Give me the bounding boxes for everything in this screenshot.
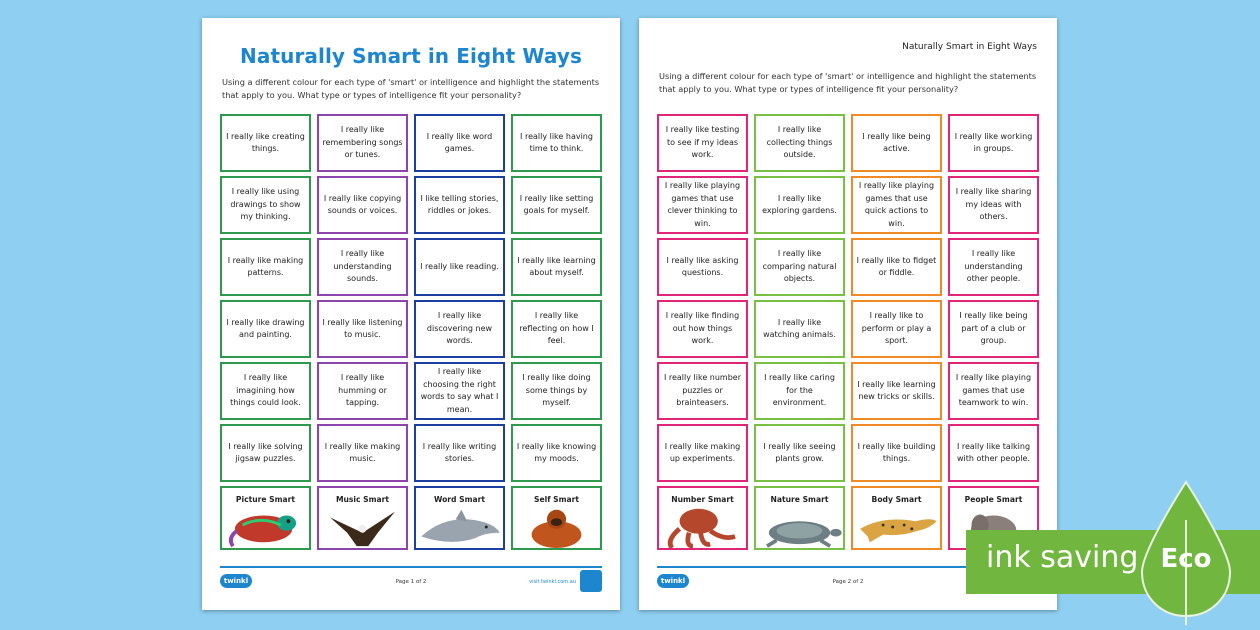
statement-card[interactable]: I really like number puzzles or brainteasers. xyxy=(657,362,748,420)
ink-saving-text: ink saving xyxy=(986,540,1139,575)
card-grid xyxy=(220,114,604,570)
statement-card[interactable]: I really like listening to music. xyxy=(317,300,408,358)
instructions-text: Using a different colour for each type of 'smart' or intelligence and highlight the statements that apply to you. What type or types of intelligence fit your personality? xyxy=(659,71,1037,94)
column-music-smart xyxy=(317,114,408,570)
statement-card[interactable]: I really like understanding other people. xyxy=(948,238,1039,296)
statement-card[interactable]: I really like being part of a club or group. xyxy=(948,300,1039,358)
card-grid xyxy=(657,114,1041,570)
statement-card[interactable]: I really like to fidget or fiddle. xyxy=(851,238,942,296)
statement-card[interactable]: I really like playing games that use teamwork to win. xyxy=(948,362,1039,420)
page-title: Naturally Smart in Eight Ways xyxy=(240,44,582,68)
dolphin-image xyxy=(416,504,503,548)
statement-card[interactable]: I really like comparing natural objects. xyxy=(754,238,845,296)
statement-card[interactable]: I really like drawing and painting. xyxy=(220,300,311,358)
statement-card[interactable]: I really like learning about myself. xyxy=(511,238,602,296)
category-label-card xyxy=(657,486,748,550)
category-label-card xyxy=(851,486,942,550)
statement-card[interactable]: I really like discovering new words. xyxy=(414,300,505,358)
category-label-card xyxy=(754,486,845,550)
category-label: Picture Smart xyxy=(235,495,296,504)
chameleon-image xyxy=(222,504,309,548)
statement-card[interactable]: I really like learning new tricks or skills. xyxy=(851,362,942,420)
worksheet-page-1 xyxy=(202,18,620,610)
statement-card[interactable]: I really like being active. xyxy=(851,114,942,172)
category-label-card xyxy=(220,486,311,550)
statement-card[interactable]: I really like asking questions. xyxy=(657,238,748,296)
statement-card[interactable]: I really like knowing my moods. xyxy=(511,424,602,482)
statement-card[interactable]: I really like setting goals for myself. xyxy=(511,176,602,234)
eco-leaf-icon xyxy=(1140,480,1232,625)
statement-card[interactable]: I really like sharing my ideas with others. xyxy=(948,176,1039,234)
worksheet-page-2 xyxy=(639,18,1057,610)
statement-card[interactable]: I really like using drawings to show my thinking. xyxy=(220,176,311,234)
column-word-smart xyxy=(414,114,505,570)
statement-card[interactable]: I really like imagining how things could look. xyxy=(220,362,311,420)
statement-card[interactable]: I really like caring for the environment. xyxy=(754,362,845,420)
statement-card[interactable]: I really like talking with other people. xyxy=(948,424,1039,482)
category-label: Self Smart xyxy=(533,495,580,504)
category-label: Nature Smart xyxy=(770,495,829,504)
statement-card[interactable]: I really like building things. xyxy=(851,424,942,482)
statement-card[interactable]: I really like watching animals. xyxy=(754,300,845,358)
column-body-smart xyxy=(851,114,942,570)
statement-card[interactable]: I really like making up experiments. xyxy=(657,424,748,482)
page-number: Page 1 of 2 xyxy=(395,579,427,585)
cheetah-image xyxy=(853,504,940,548)
statement-card[interactable]: I really like collecting things outside. xyxy=(754,114,845,172)
category-label: People Smart xyxy=(964,495,1023,504)
eagle-image xyxy=(319,504,406,548)
statement-card[interactable]: I really like testing to see if my ideas work. xyxy=(657,114,748,172)
column-people-smart xyxy=(948,114,1039,570)
category-label-card xyxy=(414,486,505,550)
column-self-smart xyxy=(511,114,602,570)
eco-label: Eco xyxy=(1160,544,1212,574)
orangutan-image xyxy=(513,504,600,548)
statement-card[interactable]: I really like solving jigsaw puzzles. xyxy=(220,424,311,482)
page-number: Page 2 of 2 xyxy=(832,579,864,585)
statement-card[interactable]: I really like doing some things by myself. xyxy=(511,362,602,420)
category-label: Music Smart xyxy=(335,495,390,504)
site-link[interactable]: visit twinkl.com.au xyxy=(529,579,576,585)
statement-card[interactable]: I really like seeing plants grow. xyxy=(754,424,845,482)
statement-card[interactable]: I really like finding out how things work. xyxy=(657,300,748,358)
quality-badge-icon xyxy=(580,570,602,592)
statement-card[interactable]: I really like humming or tapping. xyxy=(317,362,408,420)
statement-card[interactable]: I really like making patterns. xyxy=(220,238,311,296)
statement-card[interactable]: I really like choosing the right words to say what I mean. xyxy=(414,362,505,420)
statement-card[interactable]: I really like copying sounds or voices. xyxy=(317,176,408,234)
statement-card[interactable]: I really like word games. xyxy=(414,114,505,172)
turtle-image xyxy=(756,504,843,548)
column-nature-smart xyxy=(754,114,845,570)
statement-card[interactable]: I really like having time to think. xyxy=(511,114,602,172)
octopus-image xyxy=(659,504,746,548)
category-label: Body Smart xyxy=(871,495,922,504)
twinkl-logo: twinkl xyxy=(657,574,689,588)
statement-card[interactable]: I really like remembering songs or tunes. xyxy=(317,114,408,172)
statement-card[interactable]: I really like reflecting on how I feel. xyxy=(511,300,602,358)
category-label: Word Smart xyxy=(433,495,486,504)
statement-card[interactable]: I really like to perform or play a sport. xyxy=(851,300,942,358)
category-label-card xyxy=(317,486,408,550)
statement-card[interactable]: I really like playing games that use quick actions to win. xyxy=(851,176,942,234)
statement-card[interactable]: I really like reading. xyxy=(414,238,505,296)
footer-divider xyxy=(220,566,602,568)
column-number-smart xyxy=(657,114,748,570)
statement-card[interactable]: I really like exploring gardens. xyxy=(754,176,845,234)
column-picture-smart xyxy=(220,114,311,570)
statement-card[interactable]: I like telling stories, riddles or jokes. xyxy=(414,176,505,234)
statement-card[interactable]: I really like writing stories. xyxy=(414,424,505,482)
statement-card[interactable]: I really like working in groups. xyxy=(948,114,1039,172)
statement-card[interactable]: I really like playing games that use clever thinking to win. xyxy=(657,176,748,234)
category-label: Number Smart xyxy=(671,495,734,504)
statement-card[interactable]: I really like creating things. xyxy=(220,114,311,172)
page-header: Naturally Smart in Eight Ways xyxy=(902,42,1037,52)
twinkl-logo: twinkl xyxy=(220,574,252,588)
instructions-text: Using a different colour for each type of 'smart' or intelligence and highlight the statements that apply to you. What type or types of intelligence fit your personality? xyxy=(222,77,600,100)
statement-card[interactable]: I really like making music. xyxy=(317,424,408,482)
category-label-card xyxy=(511,486,602,550)
statement-card[interactable]: I really like understanding sounds. xyxy=(317,238,408,296)
